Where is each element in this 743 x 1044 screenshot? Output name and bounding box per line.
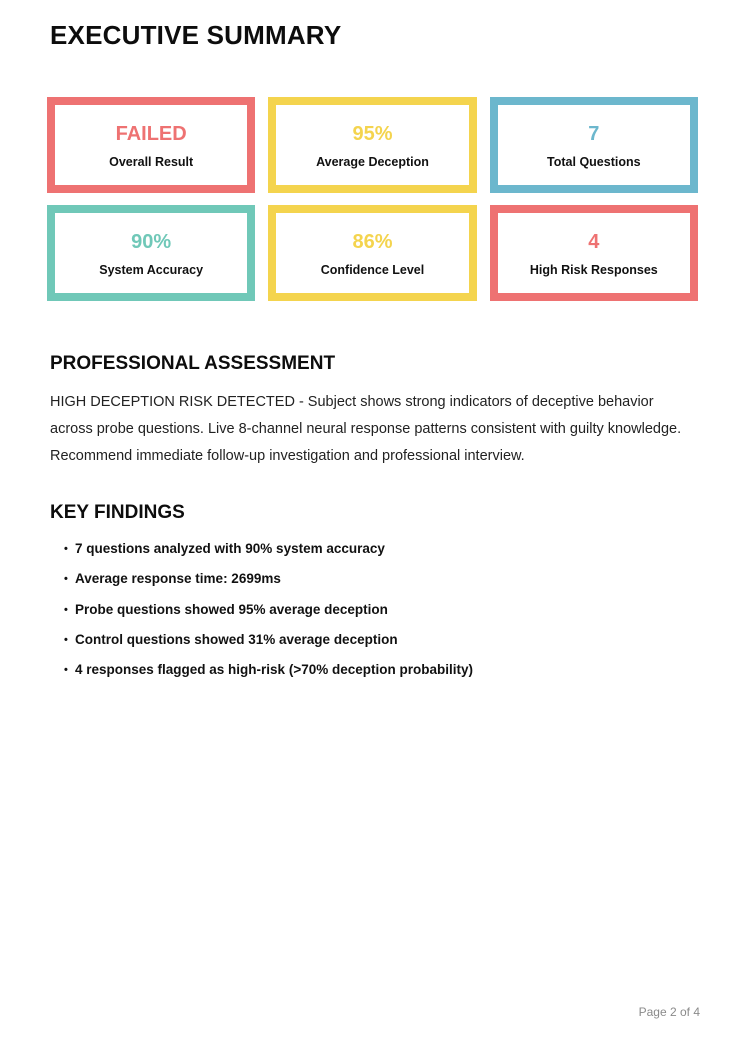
page-number: Page 2 of 4 xyxy=(638,1005,700,1019)
stat-label: Total Questions xyxy=(547,154,641,169)
stat-label: Overall Result xyxy=(109,154,194,169)
stat-card-grid xyxy=(47,97,698,301)
stat-label: Confidence Level xyxy=(320,262,425,277)
stat-value: FAILED xyxy=(115,122,187,145)
assessment-heading: PROFESSIONAL ASSESSMENT xyxy=(50,353,336,374)
stat-label: Average Deception xyxy=(316,154,429,169)
finding-item: • 4 responses flagged as high-risk (>70% deception probability) xyxy=(50,663,698,678)
stat-value: 86% xyxy=(352,230,393,253)
stat-label: High Risk Responses xyxy=(529,262,658,277)
stat-card-high-risk-responses xyxy=(490,205,698,301)
stat-card-system-accuracy xyxy=(47,205,255,301)
stat-value: 90% xyxy=(131,230,172,253)
stat-card-average-deception xyxy=(268,97,476,193)
finding-item: • Probe questions showed 95% average deception xyxy=(50,603,698,618)
page-title: EXECUTIVE SUMMARY xyxy=(50,20,342,50)
stat-card-confidence-level xyxy=(268,205,476,301)
key-findings-list xyxy=(50,542,698,678)
finding-item: • 7 questions analyzed with 90% system accuracy xyxy=(50,542,698,557)
finding-item: • Average response time: 2699ms xyxy=(50,572,698,587)
stat-value: 95% xyxy=(352,122,393,145)
stat-value: 4 xyxy=(588,230,600,253)
stat-card-overall-result xyxy=(47,97,255,193)
findings-heading: KEY FINDINGS xyxy=(50,502,185,523)
assessment-body: HIGH DECEPTION RISK DETECTED - Subject shows strong indicators of deceptive behavior across probe questions. Live 8-channel neural response patterns consistent with guilty knowledge. Recommend immediate follow-up investigation and professional interview. xyxy=(50,394,682,464)
finding-item: • Control questions showed 31% average deception xyxy=(50,633,698,648)
stat-label: System Accuracy xyxy=(99,262,204,277)
stat-card-total-questions xyxy=(490,97,698,193)
stat-value: 7 xyxy=(588,122,600,145)
